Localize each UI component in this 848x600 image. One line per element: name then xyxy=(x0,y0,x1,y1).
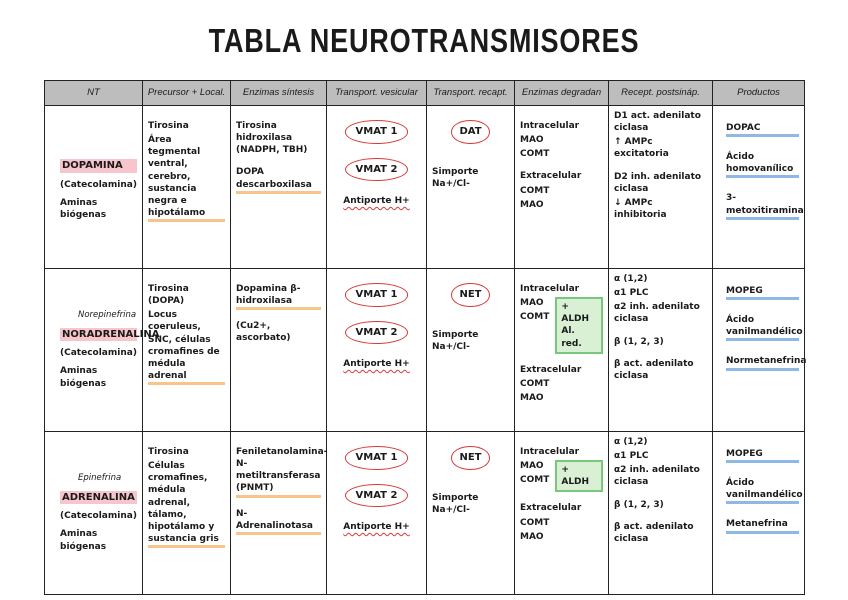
nt-alt-name: Epinefrina xyxy=(78,473,122,484)
degrad-intra: Intracelular xyxy=(520,121,580,131)
product: Ácido homovanílico xyxy=(726,151,799,178)
degrad-enzyme: COMT xyxy=(520,185,550,196)
enzyme: Feniletanolamina-N-metiltransferasa (PNMT) xyxy=(236,446,321,498)
neurotransmitter-table xyxy=(44,80,805,595)
nt-name: ADRENALINA xyxy=(60,491,137,505)
vmat2-label: VMAT 2 xyxy=(345,158,409,182)
product: MOPEG xyxy=(726,448,799,463)
enzimas-cell xyxy=(231,432,327,595)
enzyme-cofactors: (Cu2+, ascorbato) xyxy=(236,321,291,344)
enzimas-cell xyxy=(231,106,327,269)
precursor-cell xyxy=(143,106,231,269)
receptor-effect: ↓ AMPc inhibitoria xyxy=(614,197,667,220)
vesic-cell xyxy=(327,269,427,432)
degrad-enzyme: COMT xyxy=(520,517,550,528)
nt-group: Aminas biógenas xyxy=(60,197,107,220)
degrad-intra: Intracelular xyxy=(520,447,580,457)
receptor: β (1, 2, 3) xyxy=(614,336,664,347)
degrad-enzyme: MAO xyxy=(520,199,544,210)
symporter-label: Simporte Na+/Cl- xyxy=(432,329,479,352)
header-precursor: Precursor + Local. xyxy=(143,81,231,106)
header-recept-postsinap: Recept. postsináp. xyxy=(609,81,713,106)
enzimas-cell xyxy=(231,269,327,432)
nt-cell xyxy=(45,106,143,269)
nt-class: (Catecolamina) xyxy=(60,179,137,190)
recapt-cell xyxy=(427,269,515,432)
receptor: α (1,2) xyxy=(614,437,648,447)
vmat1-label: VMAT 1 xyxy=(345,120,409,144)
table-row xyxy=(45,269,805,432)
vesic-cell xyxy=(327,432,427,595)
precursor: Tirosina xyxy=(148,121,189,131)
degrad-enzyme: COMT xyxy=(520,475,550,486)
aldh-box: + ALDH xyxy=(555,460,603,492)
degrad-intra: Intracelular xyxy=(520,284,580,294)
nt-group: Aminas biógenas xyxy=(60,366,107,389)
symporter-label: Simporte Na+/Cl- xyxy=(432,166,479,189)
product: MOPEG xyxy=(726,285,799,300)
product: Ácido vanilmandélico xyxy=(726,314,799,341)
receptor: α2 inh. adenilato ciclasa xyxy=(614,302,700,325)
transporter-label: DAT xyxy=(451,120,489,144)
degrad-enzyme: MAO xyxy=(520,461,544,472)
header-nt: NT xyxy=(45,81,143,106)
nt-class: (Catecolamina) xyxy=(60,511,137,522)
vesic-cell xyxy=(327,106,427,269)
receptor: α (1,2) xyxy=(614,274,648,284)
receptor: D1 act. adenilato ciclasa xyxy=(614,111,701,134)
header-transport-vesicular: Transport. vesicular xyxy=(327,81,427,106)
receptor: α1 PLC xyxy=(614,451,649,462)
productos-cell xyxy=(713,106,805,269)
degrad-cell xyxy=(515,269,609,432)
precursor: Tirosina (DOPA) xyxy=(148,284,189,307)
header-row xyxy=(45,81,805,106)
location: Locus coeruleus, SNC, células cromafines de médula adrenal xyxy=(148,309,225,385)
receptor: α1 PLC xyxy=(614,288,649,299)
degrad-extra: Extracelular xyxy=(520,503,582,514)
antiporter-label: Antiporte H+ xyxy=(343,196,410,206)
degrad-extra: Extracelular xyxy=(520,171,582,182)
recept-cell xyxy=(609,432,713,595)
product: Normetanefrina xyxy=(726,355,799,370)
receptor: β act. adenilato ciclasa xyxy=(614,521,694,544)
recept-cell xyxy=(609,106,713,269)
receptor: β act. adenilato ciclasa xyxy=(614,358,694,381)
degrad-enzyme: MAO xyxy=(520,392,544,403)
product: Ácido vanilmandélico xyxy=(726,477,799,504)
vmat1-label: VMAT 1 xyxy=(345,283,409,307)
receptor: D2 inh. adenilato ciclasa xyxy=(614,171,702,194)
degrad-cell xyxy=(515,106,609,269)
transporter-label: NET xyxy=(451,283,489,307)
degrad-extra: Extracelular xyxy=(520,364,582,375)
table-row xyxy=(45,432,805,595)
degrad-enzyme: MAO xyxy=(520,135,544,146)
header-enzimas-degradan: Enzimas degradan xyxy=(515,81,609,106)
location: Área tegmental ventral, cerebro, sustancia negra e hipotálamo xyxy=(148,134,225,222)
productos-cell xyxy=(713,269,805,432)
productos-cell xyxy=(713,432,805,595)
degrad-enzyme: COMT xyxy=(520,149,550,160)
aldh-box: + ALDH Al. red. xyxy=(555,297,603,354)
precursor-cell xyxy=(143,269,231,432)
enzyme: DOPA descarboxilasa xyxy=(236,166,321,193)
nt-cell xyxy=(45,269,160,432)
enzyme: Dopamina β-hidroxilasa xyxy=(236,283,321,310)
product: 3-metoxitiramina xyxy=(726,192,799,219)
enzyme: Tirosina hidroxilasa (NADPH, TBH) xyxy=(236,121,308,156)
symporter-label: Simporte Na+/Cl- xyxy=(432,492,479,515)
receptor-effect: ↑ AMPc excitatoria xyxy=(614,137,669,160)
vmat1-label: VMAT 1 xyxy=(345,446,409,470)
vmat2-label: VMAT 2 xyxy=(345,321,409,345)
degrad-cell xyxy=(515,432,609,595)
header-enzimas-sintesis: Enzimas síntesis xyxy=(231,81,327,106)
degrad-enzyme: COMT xyxy=(520,378,550,389)
product: DOPAC xyxy=(726,122,799,137)
nt-name: NORADRENALINA xyxy=(62,328,160,340)
vmat2-label: VMAT 2 xyxy=(345,484,409,508)
recapt-cell xyxy=(427,432,515,595)
degrad-enzyme: MAO xyxy=(520,531,544,542)
header-transport-recapt: Transport. recapt. xyxy=(427,81,515,106)
degrad-enzyme: COMT xyxy=(520,312,550,323)
recept-cell xyxy=(609,269,713,432)
nt-name: DOPAMINA xyxy=(60,159,137,173)
nt-class: (Catecolamina) xyxy=(60,348,137,359)
degrad-enzyme: MAO xyxy=(520,298,544,309)
nt-cell xyxy=(45,432,143,595)
table-row xyxy=(45,106,805,269)
precursor: Tirosina xyxy=(148,447,189,457)
antiporter-label: Antiporte H+ xyxy=(343,359,410,369)
enzyme: N-Adrenalinotasa xyxy=(236,508,321,535)
receptor: α2 inh. adenilato ciclasa xyxy=(614,465,700,488)
page-title: TABLA NEUROTRANSMISORES xyxy=(208,22,640,59)
nt-group: Aminas biógenas xyxy=(60,529,107,552)
header-productos: Productos xyxy=(713,81,805,106)
precursor-cell xyxy=(143,432,231,595)
antiporter-label: Antiporte H+ xyxy=(343,522,410,532)
transporter-label: NET xyxy=(451,446,489,470)
product: Metanefrina xyxy=(726,518,799,533)
location: Células cromafines, médula adrenal, tálamo, hipotálamo y sustancia gris xyxy=(148,460,225,548)
recapt-cell xyxy=(427,106,515,269)
receptor: β (1, 2, 3) xyxy=(614,499,664,510)
nt-alt-name: Norepinefrina xyxy=(78,310,137,321)
